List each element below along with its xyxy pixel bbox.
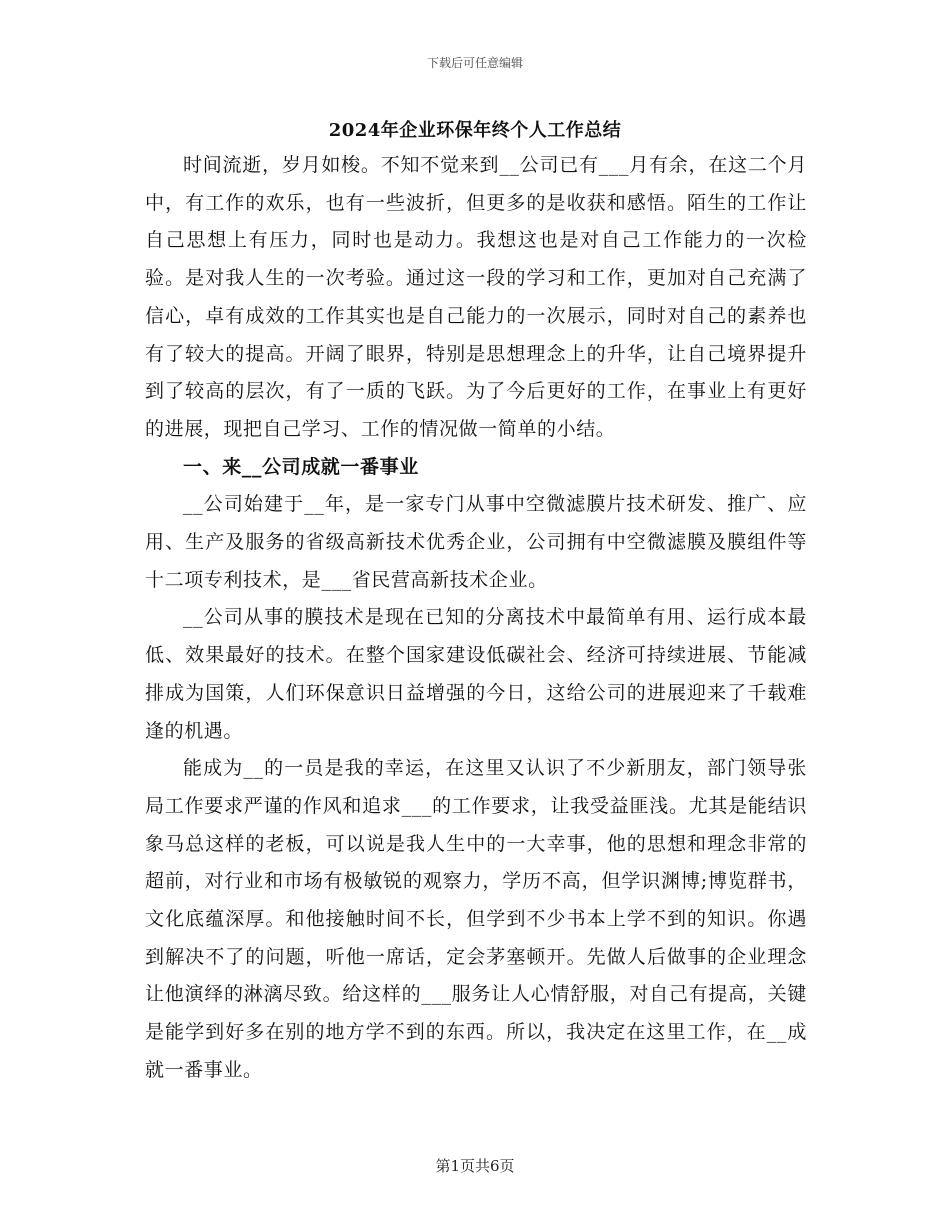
page-number-footer: 第1页共6页 — [435, 1157, 515, 1175]
intro-paragraph: 时间流逝，岁月如梭。不知不觉来到__公司已有___月有余，在这二个月中，有工作的欢乐，也有一些波折，但更多的是收获和感悟。陌生的工作让自己思想上有压力，同时也是动力。我想这也是对自己工作能力的一次检验。是对我人生的一次考验。通过这一段的学习和工作，更加对自己充满了信心，卓有成效的工作其实也是自己能力的一次展示，同时对自己的素养也有了较大的提高。开阔了眼界，特别是思想理念上的升华，让自己境界提升到了较高的层次，有了一质的飞跃。为了今后更好的工作，在事业上有更好的进展，现把自己学习、工作的情况做一简单的小结。 — [145, 154, 807, 440]
document-body — [145, 147, 807, 1090]
section-paragraph-1: __公司始建于__年，是一家专门从事中空微滤膜片技术研发、推广、应用、生产及服务的省级高新技术优秀企业，公司拥有中空微滤膜及膜组件等十二项专利技术，是___省民营高新技术企业。 — [145, 493, 807, 591]
document-title: 2024年企业环保年终个人工作总结 — [328, 120, 622, 141]
section-heading: 一、来__公司成就一番事业 — [183, 455, 419, 478]
page-header-note: 下载后可任意编辑 — [426, 56, 523, 70]
section-paragraph-3: 能成为__的一员是我的幸运，在这里又认识了不少新朋友，部门领导张局工作要求严谨的作风和追求___的工作要求，让我受益匪浅。尤其是能结识象马总这样的老板，可以说是我人生中的一大幸事，他的思想和理念非常的超前，对行业和市场有极敏锐的观察力，学历不高，但学识渊博;博览群书，文化底蕴深厚。和他接触时间不长，但学到不少书本上学不到的知识。你遇到解决不了的问题，听他一席话，定会茅塞顿开。先做人后做事的企业理念让他演绎的淋漓尽致。给这样的___服务让人心情舒服，对自己有提高，关键是能学到好多在别的地方学不到的东西。所以，我决定在这里工作，在__成就一番事业。 — [145, 757, 807, 1081]
section-paragraph-2: __公司从事的膜技术是现在已知的分离技术中最简单有用、运行成本最低、效果最好的技术。在整个国家建设低碳社会、经济可持续进展、节能减排成为国策，人们环保意识日益增强的今日，这给公司的进展迎来了千载难逢的机遇。 — [145, 606, 807, 742]
